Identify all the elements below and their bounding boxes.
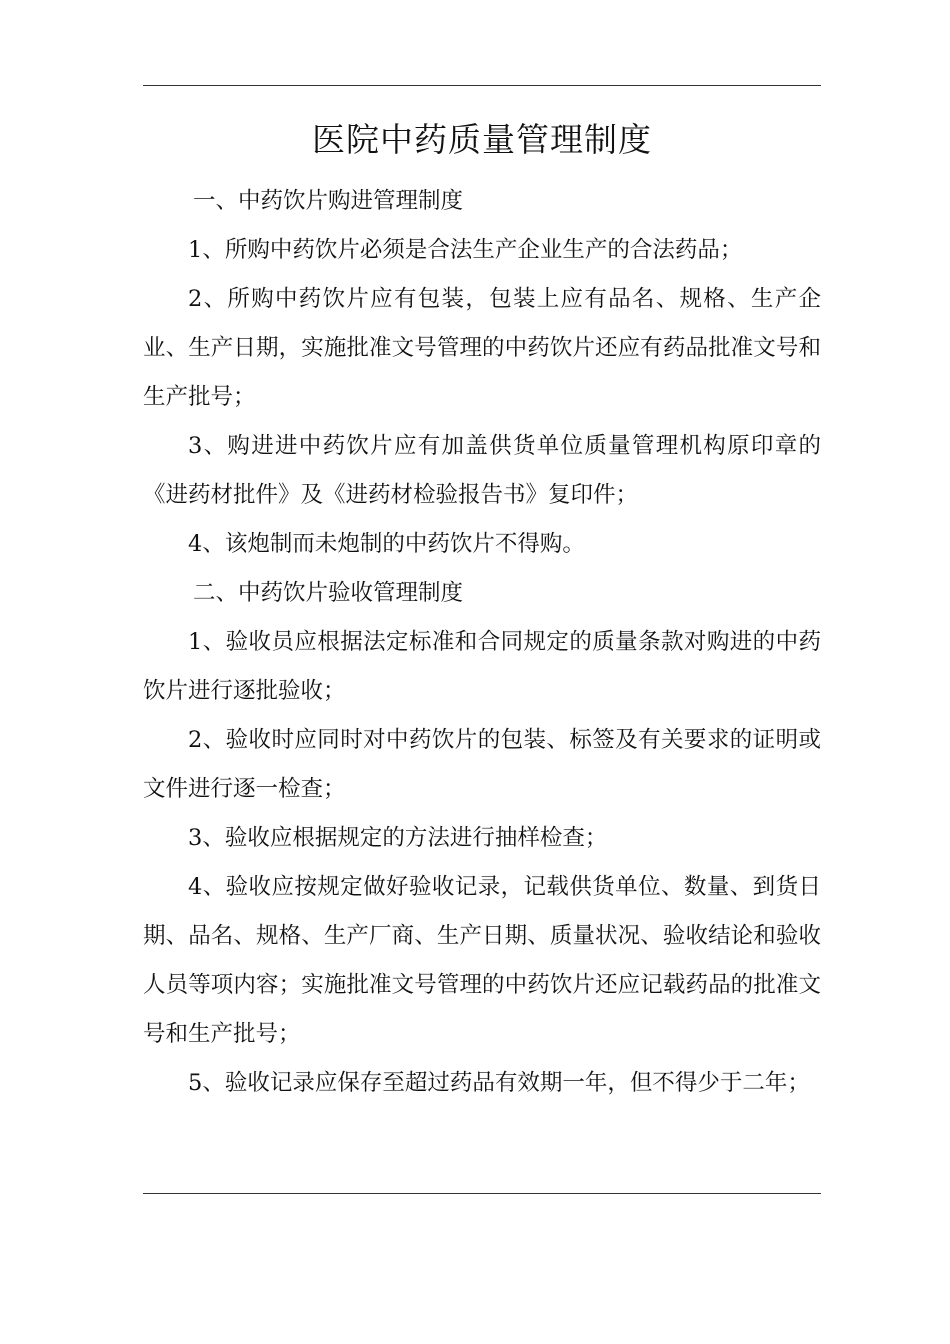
section-heading-inspection: 二、中药饮片验收管理制度 <box>193 580 464 606</box>
paragraph: 5、验收记录应保存至超过药品有效期一年，但不得少于二年； <box>188 1070 810 1096</box>
paragraph: 2、验收时应同时对中药饮片的包装、标签及有关要求的证明或文件进行逐一检查； <box>143 727 821 802</box>
document-body <box>143 177 821 1108</box>
paragraph: 1、所购中药饮片必须是合法生产企业生产的合法药品； <box>188 237 743 263</box>
paragraph: 1、验收员应根据法定标准和合同规定的质量条款对购进的中药饮片进行逐批验收； <box>143 629 821 704</box>
paragraph: 3、验收应根据规定的方法进行抽样检查； <box>188 825 608 851</box>
paragraph: 2、所购中药饮片应有包装，包装上应有品名、规格、生产企业、生产日期，实施批准文号管理的中药饮片还应有药品批准文号和生产批号； <box>143 286 821 410</box>
section-heading-purchase: 一、中药饮片购进管理制度 <box>193 188 464 214</box>
paragraph: 4、该炮制而未炮制的中药饮片不得购。 <box>188 531 585 557</box>
footer-rule <box>143 1193 821 1194</box>
paragraph: 4、验收应按规定做好验收记录，记载供货单位、数量、到货日期、品名、规格、生产厂商、生产日期、质量状况、验收结论和验收人员等项内容；实施批准文号管理的中药饮片还应记载药品的批准文号和生产批号； <box>143 874 821 1047</box>
paragraph: 3、购进进中药饮片应有加盖供货单位质量管理机构原印章的《进药材批件》及《进药材检验报告书》复印件； <box>143 433 821 508</box>
document-title: 医院中药质量管理制度 <box>312 120 652 159</box>
header-rule <box>143 85 821 86</box>
